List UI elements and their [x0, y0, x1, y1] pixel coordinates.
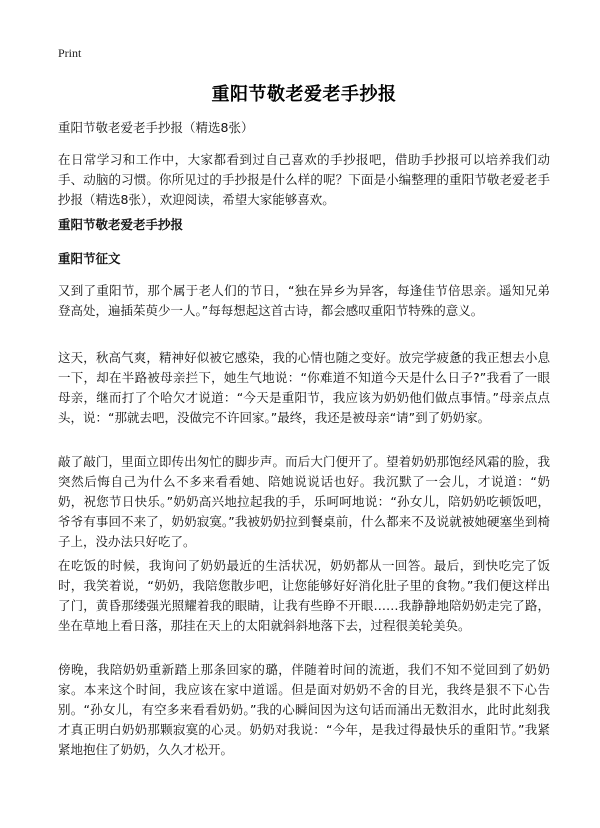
intro-paragraph: 在日常学习和工作中，大家都看到过自己喜欢的手抄报吧，借助手抄报可以培养我们动手、动脑的习惯。你所见过的手抄报是什么样的呢？下面是小编整理的重阳节敬老爱老手抄报（精选8张），欢迎阅读，希望大家能够喜欢。 — [58, 152, 550, 207]
document-title: 重阳节敬老爱老手抄报 — [211, 84, 397, 105]
essay-paragraph-1: 又到了重阳节，那个属于老人们的节日，“独在异乡为异客，每逢佳节倍思亲。遥知兄弟登高处，遍插茱萸少一人。”每每想起这首古诗，都会感叹重阳节特殊的意义。 — [58, 283, 550, 318]
essay-heading: 重阳节征文 — [58, 251, 121, 266]
essay-paragraph-5: 傍晚，我陪奶奶重新踏上那条回家的璐，伴随着时间的流逝，我们不知不觉回到了奶奶家。本来这个时间，我应该在家中道谣。但是面对奶奶不舍的目光，我终是狠不下心告别。“孙女儿，有空多来看看奶奶。”我的心瞬间因为这句话而涌出无数泪水，此时此刻我才真正明白奶奶那颗寂寞的心灵。奶奶对我说：“今年，是我过得最快乐的重阳节。”我紧紧地抱住了奶奶，久久才松开。 — [58, 662, 550, 757]
print-link[interactable]: Print — [58, 46, 82, 60]
document-subtitle: 重阳节敬老爱老手抄报（精选8张） — [58, 120, 254, 135]
essay-paragraph-3: 敲了敲门，里面立即传出匆忙的脚步声。而后大门便开了。望着奶奶那饱经风霜的脸，我突然后悔自己为什么不多来看看她、陪她说说话也好。我沉默了一会儿，才说道：“奶奶，祝您节日快乐。”奶奶高兴地拉起我的手，乐呵呵地说：“孙女儿，陪奶奶吃顿饭吧，爷爷有事回不来了，奶奶寂寞。”我被奶奶拉到餐桌前，什么都来不及说就被她硬塞坐到椅子上，没办法只好吃了。 — [58, 454, 550, 549]
essay-paragraph-4: 在吃饭的时候，我询问了奶奶最近的生活状况，奶奶都从一回答。最后，到快吃完了饭时，我笑着说，“奶奶，我陪您散步吧，让您能够好好消化肚子里的食物。”我们便这样出了门，黄昏那缕强光照耀着我的眼睛，让我有些睁不开眼……我静静地陪奶奶走完了路，坐在草地上看日落，那挂在天上的太阳就斜斜地落下去，过程很美轮美奂。 — [58, 558, 550, 633]
section-heading: 重阳节敬老爱老手抄报 — [58, 217, 184, 232]
essay-paragraph-2: 这天，秋高气爽，精神好似被它感染，我的心情也随之变好。放完学疲惫的我正想去小息一下，却在半路被母亲拦下，她生气地说：“你难道不知道今天是什么日子?”我看了一眼母亲，继而打了个哈欠才说道：“今天是重阳节，我应该为奶奶他们做点事情。”母亲点点头，说：“那就去吧，没做完不许回家。”最终，我还是被母亲“请”到了奶奶家。 — [58, 350, 550, 425]
